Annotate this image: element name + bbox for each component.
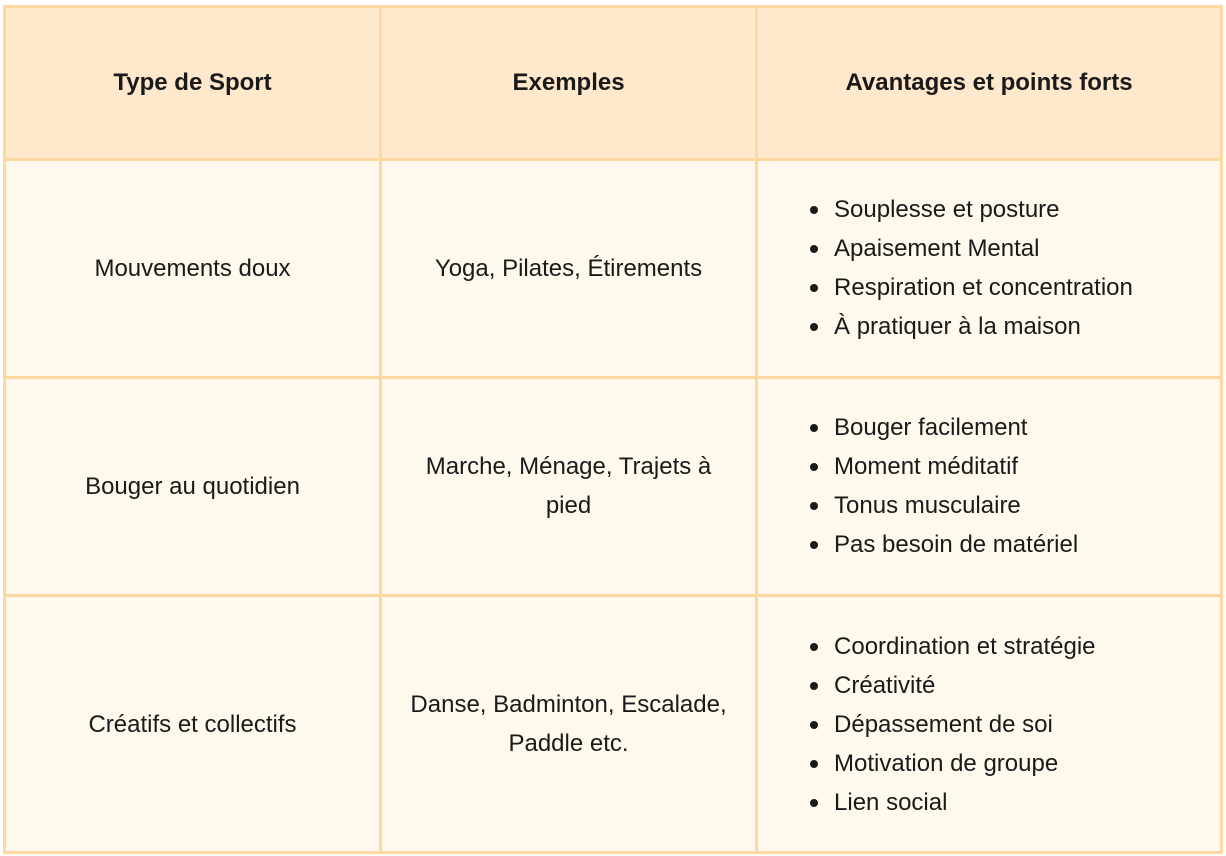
advantage-item: Coordination et stratégie	[808, 627, 1210, 666]
advantage-item: Lien social	[808, 783, 1210, 822]
advantage-item: Motivation de groupe	[808, 744, 1210, 783]
cell-sport-type: Mouvements doux	[5, 160, 381, 378]
advantage-item: Moment méditatif	[808, 447, 1210, 486]
advantages-list	[808, 627, 1210, 822]
table-row	[5, 160, 1222, 378]
cell-examples	[381, 160, 757, 378]
advantage-item: À pratiquer à la maison	[808, 307, 1210, 346]
advantage-item: Souplesse et posture	[808, 190, 1210, 229]
advantage-item: Créativité	[808, 666, 1210, 705]
advantage-item: Dépassement de soi	[808, 705, 1210, 744]
cell-sport-type: Bouger au quotidien	[5, 377, 381, 596]
advantage-item: Pas besoin de matériel	[808, 525, 1210, 564]
table-body	[5, 160, 1222, 853]
header-avantages: Avantages et points forts	[757, 7, 1222, 160]
advantage-item: Bouger facilement	[808, 408, 1210, 447]
cell-sport-type: Créatifs et collectifs	[5, 596, 381, 853]
examples-text: Yoga, Pilates, Étirements	[434, 254, 703, 282]
advantages-list	[808, 190, 1210, 346]
cell-advantages	[757, 160, 1222, 378]
examples-text: Danse, Badminton, Escalade, Paddle etc.	[410, 691, 727, 758]
table-header	[5, 7, 1222, 160]
cell-examples	[381, 377, 757, 596]
cell-advantages	[757, 596, 1222, 853]
sport-comparison-table	[3, 5, 1223, 854]
header-exemples: Exemples	[381, 7, 757, 160]
examples-text: Marche, Ménage, Trajets à pied	[425, 453, 712, 520]
advantage-item: Respiration et concentration	[808, 268, 1210, 307]
cell-advantages	[757, 377, 1222, 596]
header-type-de-sport: Type de Sport	[5, 7, 381, 160]
advantage-item: Apaisement Mental	[808, 229, 1210, 268]
table-row	[5, 377, 1222, 596]
advantages-list	[808, 408, 1210, 564]
table-row	[5, 596, 1222, 853]
cell-examples	[381, 596, 757, 853]
header-row	[5, 7, 1222, 160]
advantage-item: Tonus musculaire	[808, 486, 1210, 525]
